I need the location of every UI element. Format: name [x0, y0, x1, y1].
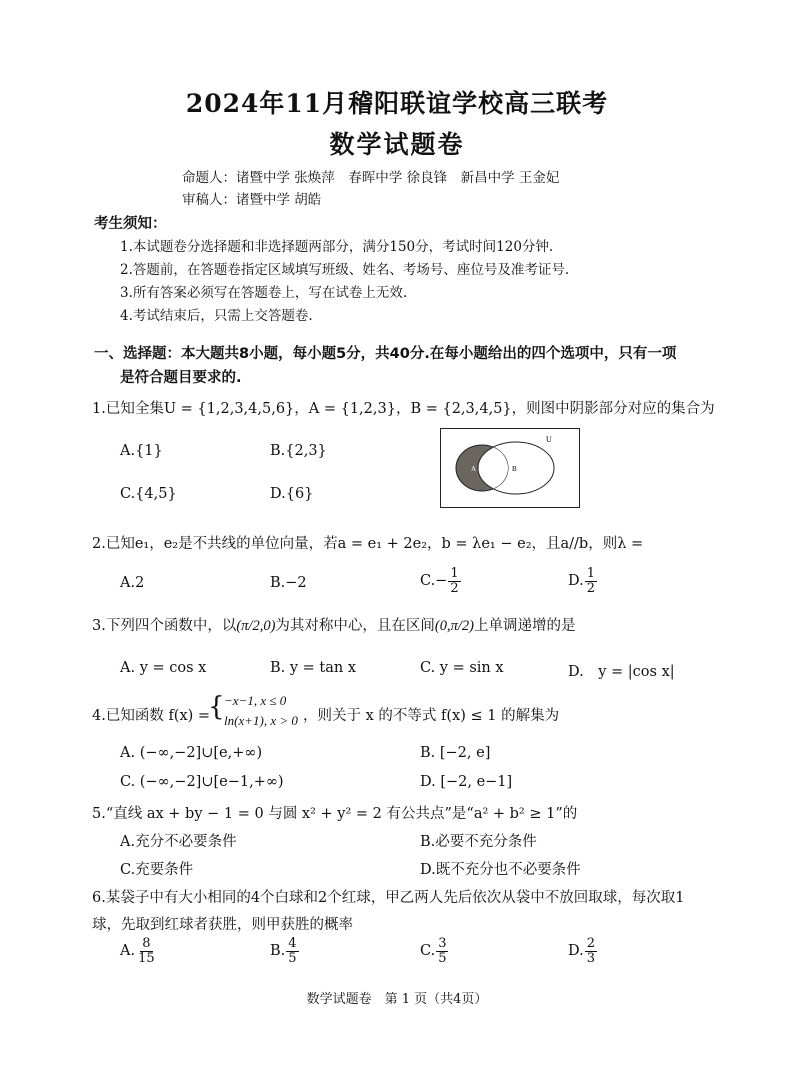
question-4-stem-b: ，则关于 x 的不等式 f(x) ≤ 1 的解集为	[303, 708, 560, 724]
q3-option-c: C. y = sin x	[420, 660, 504, 676]
reviewer-line: 审稿人：诸暨中学 胡皓	[182, 192, 322, 208]
venn-diagram	[440, 428, 580, 508]
venn-label-u: U	[546, 435, 552, 444]
question-4-stem-a: 4.已知函数 f(x) =	[92, 708, 211, 724]
q1-option-b: B.{2,3}	[270, 443, 327, 459]
q3-option-b: B. y = tan x	[270, 660, 357, 676]
question-5-stem: 5.“直线 ax + by − 1 = 0 与圆 x² + y² = 2 有公共点”是“a² + b² ≥ 1”的	[92, 806, 578, 822]
notice-item: 1.本试题卷分选择题和非选择题两部分，满分150分，考试时间120分钟.	[120, 239, 554, 255]
q1-option-a: A.{1}	[120, 443, 163, 459]
venn-label-a: A	[471, 465, 477, 473]
piecewise-case-1: −x−1, x ≤ 0	[224, 693, 287, 708]
interval: (0,π/2)	[434, 618, 474, 634]
question-2-stem: 2.已知e₁，e₂是不共线的单位向量，若a = e₁ + 2e₂，b = λe₁ − e₂，且a//b，则λ =	[92, 536, 644, 552]
authors-line: 命题人：诸暨中学 张焕萍 春晖中学 徐良锋 新昌中学 王金妃	[182, 170, 560, 186]
notice-item: 2.答题前，在答题卷指定区域填写班级、姓名、考场号、座位号及准考证号.	[120, 262, 570, 278]
q2-option-c: C.− $\frac{1}{2}$	[420, 566, 459, 596]
section-heading-cont: 是符合题目要求的.	[120, 370, 242, 386]
q3-option-a: A. y = cos x	[120, 660, 207, 676]
q6-option-a: A. $\frac{8}{15}$	[120, 936, 155, 966]
question-3-stem: 3.下列四个函数中，以(π/2,0)为其对称中心，且在区间(0,π/2)上单调递增的是	[92, 618, 576, 634]
q4-option-b: B. [−2, e]	[420, 745, 491, 761]
q5-option-d: D.既不充分也不必要条件	[420, 862, 581, 878]
q5-option-a: A.充分不必要条件	[120, 834, 237, 850]
exam-title: 2024年11月稽阳联谊学校高三联考	[185, 89, 609, 118]
question-6-stem-cont: 球，先取到红球者获胜，则甲获胜的概率	[92, 917, 353, 933]
q1-option-d: D.{6}	[270, 486, 314, 502]
symmetry-point: (π/2,0)	[236, 618, 276, 634]
q2-option-d: D. $\frac{1}{2}$	[568, 566, 595, 596]
question-6-stem: 6.某袋子中有大小相同的4个白球和2个红球，甲乙两人先后依次从袋中不放回取球，每次取1	[92, 890, 685, 906]
q6-option-b: B. $\frac{4}{5}$	[270, 936, 297, 966]
piecewise-case-2: ln(x+1), x > 0	[224, 713, 298, 728]
q6-option-d: D. $\frac{2}{3}$	[568, 936, 595, 966]
q3-option-d: D. y = |cos x|	[568, 664, 675, 680]
q2-option-a: A.2	[120, 575, 145, 591]
q1-option-c: C.{4,5}	[120, 486, 177, 502]
notice-item: 4.考试结束后，只需上交答题卷.	[120, 308, 313, 324]
q5-option-b: B.必要不充分条件	[420, 834, 537, 850]
q4-option-a: A. (−∞,−2]∪[e,+∞)	[120, 745, 263, 761]
q6-option-c: C. $\frac{3}{5}$	[420, 936, 447, 966]
q5-option-c: C.充要条件	[120, 862, 194, 878]
notice-heading: 考生须知：	[94, 216, 167, 232]
piecewise-brace: {	[208, 692, 225, 722]
notice-item: 3.所有答案必须写在答题卷上，写在试卷上无效.	[120, 285, 408, 301]
exam-subtitle: 数学试题卷	[329, 130, 465, 159]
venn-label-b: B	[512, 465, 517, 473]
q2-option-b: B.−2	[270, 575, 307, 591]
q4-option-d: D. [−2, e−1]	[420, 774, 513, 790]
section-heading: 一、选择题：本大题共8小题，每小题5分，共40分.在每小题给出的四个选项中，只有一项	[94, 346, 677, 362]
page-footer: 数学试题卷 第 1 页（共4页）	[306, 992, 488, 1007]
q4-option-c: C. (−∞,−2]∪[e−1,+∞)	[120, 774, 284, 790]
question-1-stem: 1.已知全集U = {1,2,3,4,5,6}，A = {1,2,3}，B = {2,3,4,5}，则图中阴影部分对应的集合为	[92, 401, 715, 417]
